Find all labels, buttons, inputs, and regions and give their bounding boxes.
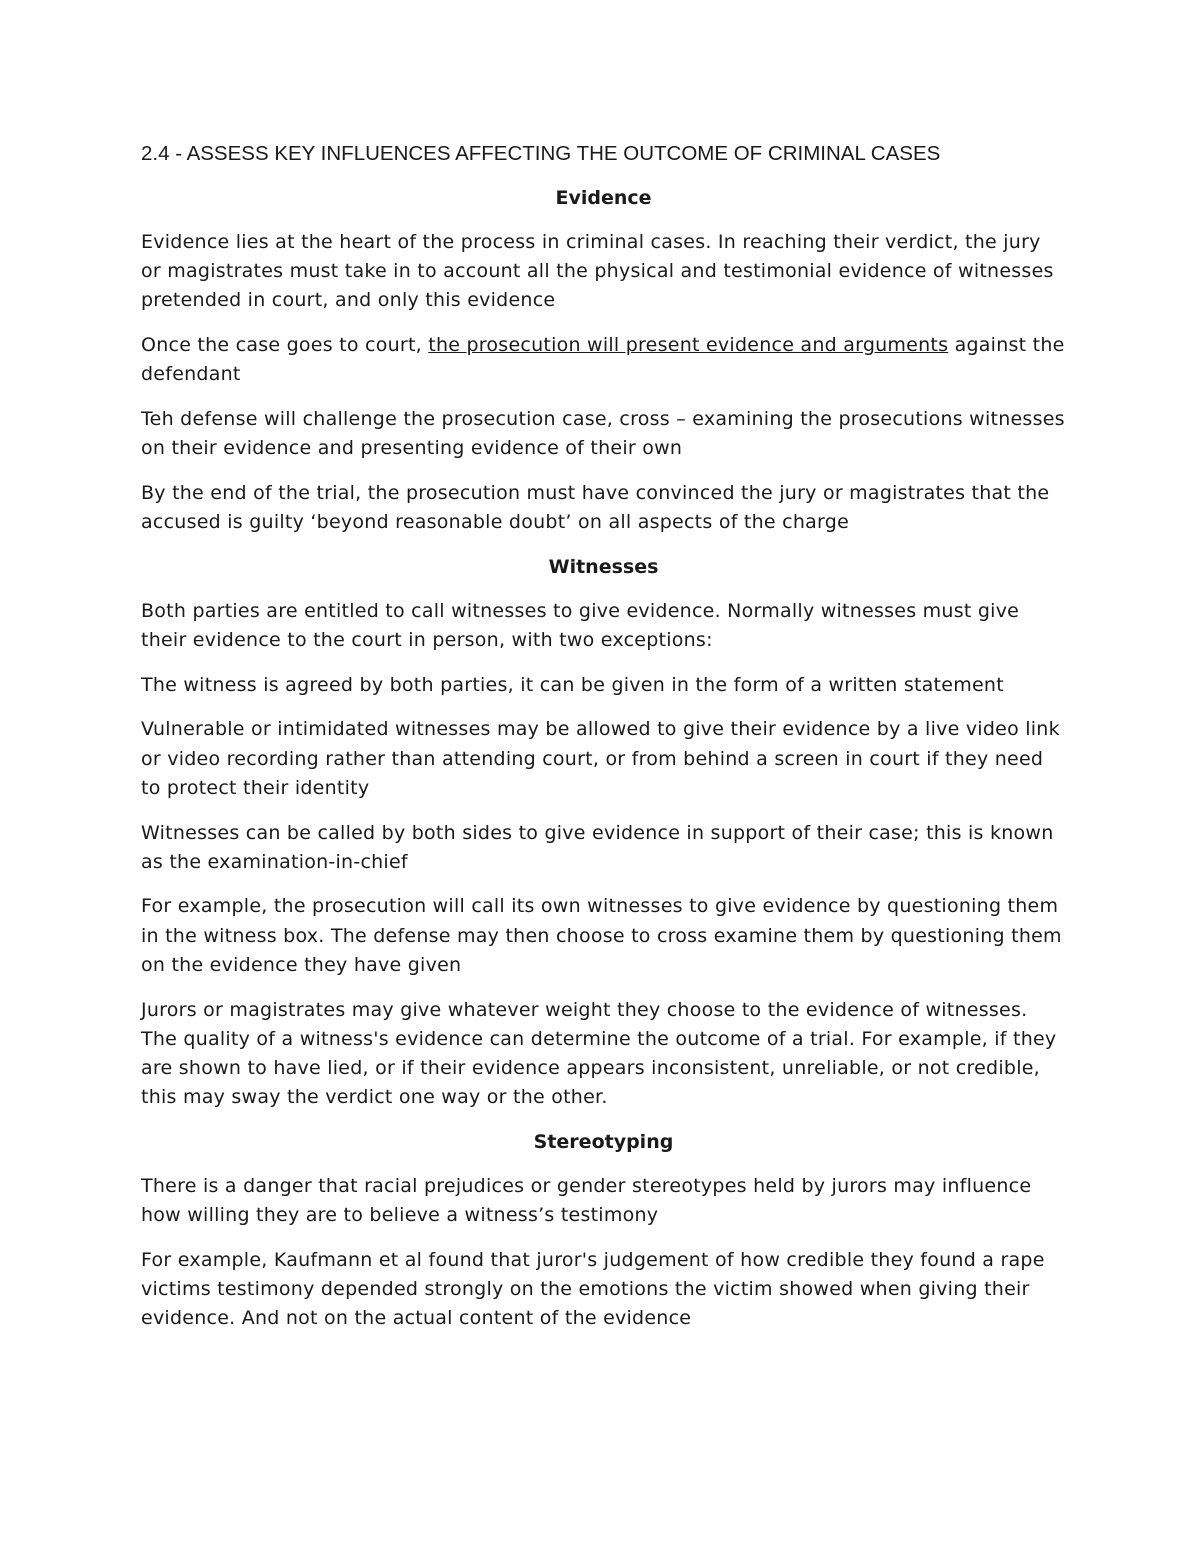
text-run: Once the case goes to court, — [141, 334, 429, 357]
paragraph: The witness is agreed by both parties, it can be given in the form of a written statement — [141, 673, 1004, 696]
paragraph: Both parties are entitled to call witnesses to give evidence. Normally witnesses must give their evidence to the court in person, with two exceptions: — [141, 599, 1020, 652]
section-heading-evidence: Evidence — [555, 187, 652, 209]
paragraph: Teh defense will challenge the prosecution case, cross – examining the prosecutions witnesses on their evidence and presenting evidence of their own — [141, 408, 1065, 460]
paragraph: Jurors or magistrates may give whatever weight they choose to the evidence of witnesses. The quality of a witness's evidence can determine the outcome of a trial. For example, if they are shown to have lied, or if their evidence appears inconsistent, unreliable, or not credible, this may sway the verdict one way or the other. — [141, 998, 1057, 1109]
document-body — [141, 139, 1066, 1349]
document-title: 2.4 - ASSESS KEY INFLUENCES AFFECTING THE OUTCOME OF CRIMINAL CASES — [141, 142, 941, 165]
paragraph: By the end of the trial, the prosecution must have convinced the jury or magistrates that the accused is guilty ‘beyond reasonable doubt’ on all aspects of the charge — [141, 481, 1050, 534]
paragraph: Evidence lies at the heart of the process in criminal cases. In reaching their verdict, the jury or magistrates must take in to account all the physical and testimonial evidence of witnesses pretended in court, and only this evidence — [141, 231, 1054, 312]
underlined-text: the prosecution will present evidence and arguments — [428, 334, 949, 357]
paragraph: For example, the prosecution will call its own witnesses to give evidence by questioning them in the witness box. The defense may then choose to cross examine them by questioning them on the evidence they have given — [141, 895, 1062, 976]
paragraph: For example, Kaufmann et al found that juror's judgement of how credible they found a rape victims testimony depended strongly on the emotions the victim showed when giving their evidence. And not on the actual content of the evidence — [141, 1248, 1045, 1330]
paragraph: There is a danger that racial prejudices or gender stereotypes held by jurors may influence how willing they are to believe a witness’s testimony — [141, 1174, 1032, 1227]
paragraph — [141, 331, 1066, 389]
text-run: against the defendant — [141, 334, 1065, 386]
paragraph: Vulnerable or intimidated witnesses may be allowed to give their evidence by a live video link or video recording rather than attending court, or from behind a screen in court if they need to protect their identity — [141, 718, 1060, 799]
section-heading-witnesses: Witnesses — [548, 555, 659, 578]
paragraph: Witnesses can be called by both sides to give evidence in support of their case; this is known as the examination-in-chief — [141, 821, 1054, 873]
section-heading-stereotyping: Stereotyping — [533, 1130, 674, 1153]
